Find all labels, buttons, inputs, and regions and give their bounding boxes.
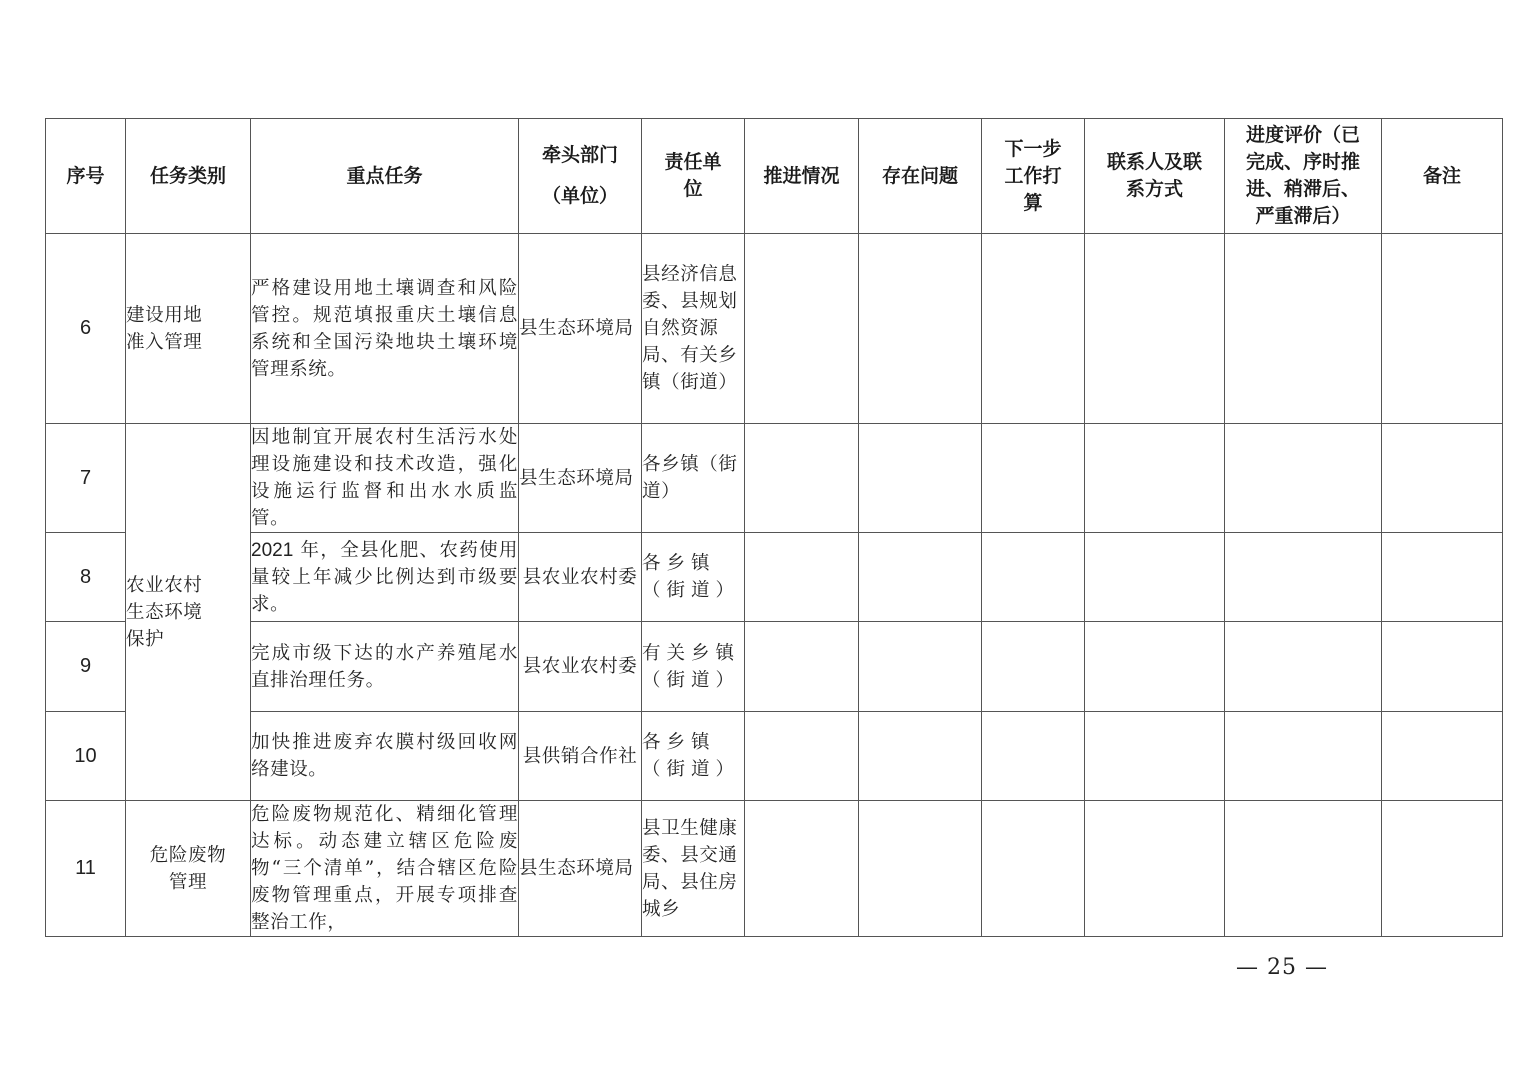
table-row [46, 622, 1503, 712]
row-progress-eval [1225, 622, 1382, 712]
header-category: 任务类别 [126, 119, 251, 234]
row-progress [745, 234, 859, 424]
row-task: 完成市级下达的水产养殖尾水直排治理任务。 [251, 622, 519, 712]
row-issues [859, 424, 982, 533]
table-row [46, 533, 1503, 622]
row-progress [745, 533, 859, 622]
row-issues [859, 533, 982, 622]
row-category-merged: 农业农村 生态环境 保护 [126, 424, 251, 801]
page-number: — 25 — [1236, 955, 1328, 980]
row-contact [1085, 234, 1225, 424]
header-issues: 存在问题 [859, 119, 982, 234]
row-issues [859, 712, 982, 801]
row-remarks [1382, 622, 1503, 712]
row-lead-dept: 县农业农村委 [519, 533, 642, 622]
header-next-plan: 下一步 工作打 算 [982, 119, 1085, 234]
row-progress-eval [1225, 424, 1382, 533]
row-seq: 7 [46, 424, 126, 533]
row-contact [1085, 533, 1225, 622]
row-progress [745, 622, 859, 712]
table-row [46, 801, 1503, 937]
row-progress-eval [1225, 234, 1382, 424]
table-row [46, 234, 1503, 424]
row-task: 危险废物规范化、精细化管理达标。动态建立辖区危险废物“三个清单”，结合辖区危险废物管理重点，开展专项排查整治工作， [251, 801, 519, 937]
row-progress-eval [1225, 533, 1382, 622]
header-row [46, 119, 1503, 234]
row-remarks [1382, 801, 1503, 937]
row-contact [1085, 424, 1225, 533]
row-resp-unit: 县经济信息委、县规划自然资源局、有关乡镇（街道） [642, 234, 745, 424]
row-issues [859, 234, 982, 424]
row-issues [859, 622, 982, 712]
row-resp-unit: 县卫生健康委、县交通局、县住房城乡 [642, 801, 745, 937]
row-category: 建设用地 准入管理 [126, 234, 251, 424]
row-lead-dept: 县供销合作社 [519, 712, 642, 801]
row-resp-unit: 各乡镇（街道） [642, 533, 745, 622]
row-remarks [1382, 424, 1503, 533]
header-contact: 联系人及联 系方式 [1085, 119, 1225, 234]
header-progress: 推进情况 [745, 119, 859, 234]
row-progress [745, 424, 859, 533]
row-next-plan [982, 424, 1085, 533]
header-seq: 序号 [46, 119, 126, 234]
row-next-plan [982, 801, 1085, 937]
row-progress-eval [1225, 712, 1382, 801]
row-next-plan [982, 234, 1085, 424]
header-key-task: 重点任务 [251, 119, 519, 234]
row-remarks [1382, 712, 1503, 801]
row-remarks [1382, 533, 1503, 622]
row-resp-unit: 各乡镇（街道） [642, 424, 745, 533]
row-lead-dept: 县生态环境局 [519, 234, 642, 424]
row-seq: 10 [46, 712, 126, 801]
row-contact [1085, 622, 1225, 712]
row-task: 严格建设用地土壤调查和风险管控。规范填报重庆土壤信息系统和全国污染地块土壤环境管理系统。 [251, 234, 519, 424]
row-resp-unit: 有关乡镇（街道） [642, 622, 745, 712]
row-task: 因地制宜开展农村生活污水处理设施建设和技术改造，强化设施运行监督和出水水质监管。 [251, 424, 519, 533]
row-seq: 6 [46, 234, 126, 424]
task-table [45, 118, 1503, 937]
row-remarks [1382, 234, 1503, 424]
header-progress-eval: 进度评价（已 完成、序时推 进、稍滞后、 严重滞后） [1225, 119, 1382, 234]
row-seq: 11 [46, 801, 126, 937]
row-issues [859, 801, 982, 937]
row-next-plan [982, 533, 1085, 622]
row-next-plan [982, 712, 1085, 801]
row-seq: 9 [46, 622, 126, 712]
table-row [46, 712, 1503, 801]
row-progress [745, 712, 859, 801]
header-lead-dept: 牵头部门 （单位） [519, 119, 642, 234]
row-next-plan [982, 622, 1085, 712]
row-contact [1085, 712, 1225, 801]
row-lead-dept: 县农业农村委 [519, 622, 642, 712]
row-lead-dept: 县生态环境局 [519, 424, 642, 533]
header-resp-unit: 责任单 位 [642, 119, 745, 234]
row-progress-eval [1225, 801, 1382, 937]
row-contact [1085, 801, 1225, 937]
row-lead-dept: 县生态环境局 [519, 801, 642, 937]
table-row [46, 424, 1503, 533]
row-seq: 8 [46, 533, 126, 622]
row-category: 危险废物 管理 [126, 801, 251, 937]
header-remarks: 备注 [1382, 119, 1503, 234]
row-resp-unit: 各乡镇（街道） [642, 712, 745, 801]
row-task: 加快推进废弃农膜村级回收网络建设。 [251, 712, 519, 801]
row-task: 2021 年，全县化肥、农药使用量较上年减少比例达到市级要求。 [251, 533, 519, 622]
row-progress [745, 801, 859, 937]
